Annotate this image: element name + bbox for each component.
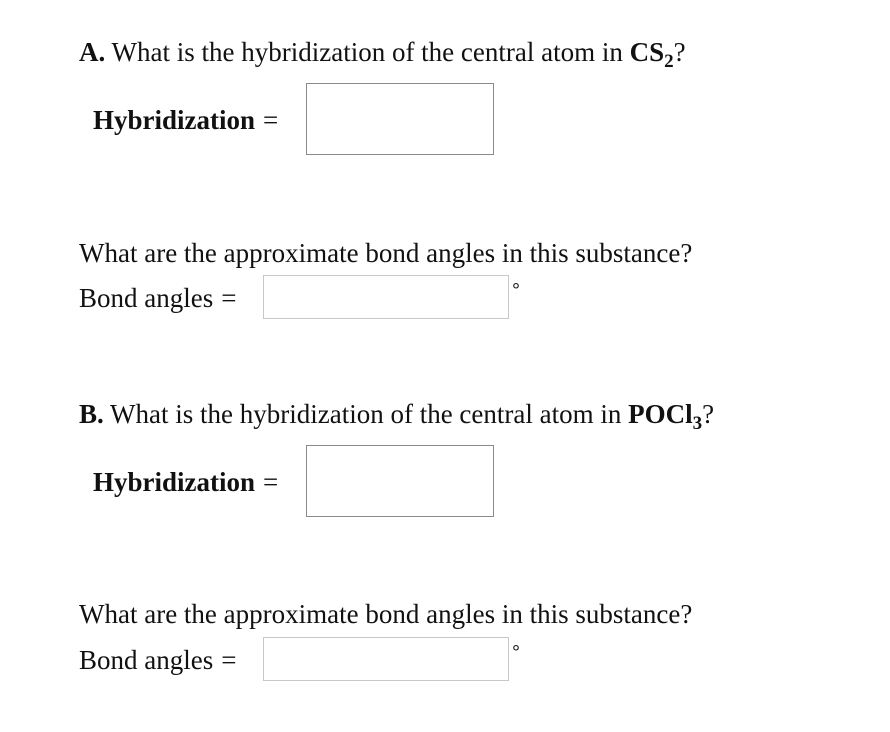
part-a-bond-label: Bond angles	[79, 283, 214, 313]
part-a-bond-row	[79, 282, 236, 314]
part-a-label: A.	[79, 37, 106, 67]
part-b-hybridization-equals: =	[263, 467, 279, 497]
part-a-hybridization-label: Hybridization	[93, 105, 256, 135]
part-b-question-mark: ?	[702, 399, 715, 429]
part-a-bond-equals: =	[221, 283, 237, 313]
part-a-formula	[629, 37, 674, 72]
part-b-hybridization-label: Hybridization	[93, 467, 256, 497]
part-a-formula-subscript: 2	[664, 51, 674, 72]
part-a-degree-symbol: °	[512, 280, 520, 302]
part-a-hybridization-row	[93, 104, 278, 136]
part-a-hybridization-equals: =	[263, 105, 279, 135]
part-a-bond-question: What are the approximate bond angles in this substance?	[79, 238, 693, 268]
part-a-question-mark: ?	[673, 37, 686, 67]
part-b-hybridization-drop-box[interactable]	[306, 445, 494, 517]
part-b-hybridization-row	[93, 466, 278, 498]
part-b-bond-equals: =	[221, 645, 237, 675]
part-b-formula	[628, 399, 703, 434]
part-b-bond-row	[79, 644, 236, 676]
part-a-question	[79, 36, 686, 72]
part-b-question-text: What is the hybridization of the central atom in	[103, 399, 629, 429]
part-a-hybridization-drop-box[interactable]	[306, 83, 494, 155]
part-a-bond-angle-input[interactable]	[263, 275, 509, 319]
part-b-label: B.	[79, 399, 104, 429]
part-b-question	[79, 398, 715, 434]
part-a-formula-main: CS	[629, 37, 665, 67]
part-b-degree-symbol: °	[512, 642, 520, 664]
part-b-bond-angle-input[interactable]	[263, 637, 509, 681]
part-b-bond-label: Bond angles	[79, 645, 214, 675]
part-a-question-text: What is the hybridization of the central atom in	[105, 37, 630, 67]
part-b-formula-main: POCl	[628, 399, 693, 429]
part-b-formula-subscript: 3	[692, 413, 703, 434]
part-b-bond-question: What are the approximate bond angles in this substance?	[79, 599, 693, 629]
